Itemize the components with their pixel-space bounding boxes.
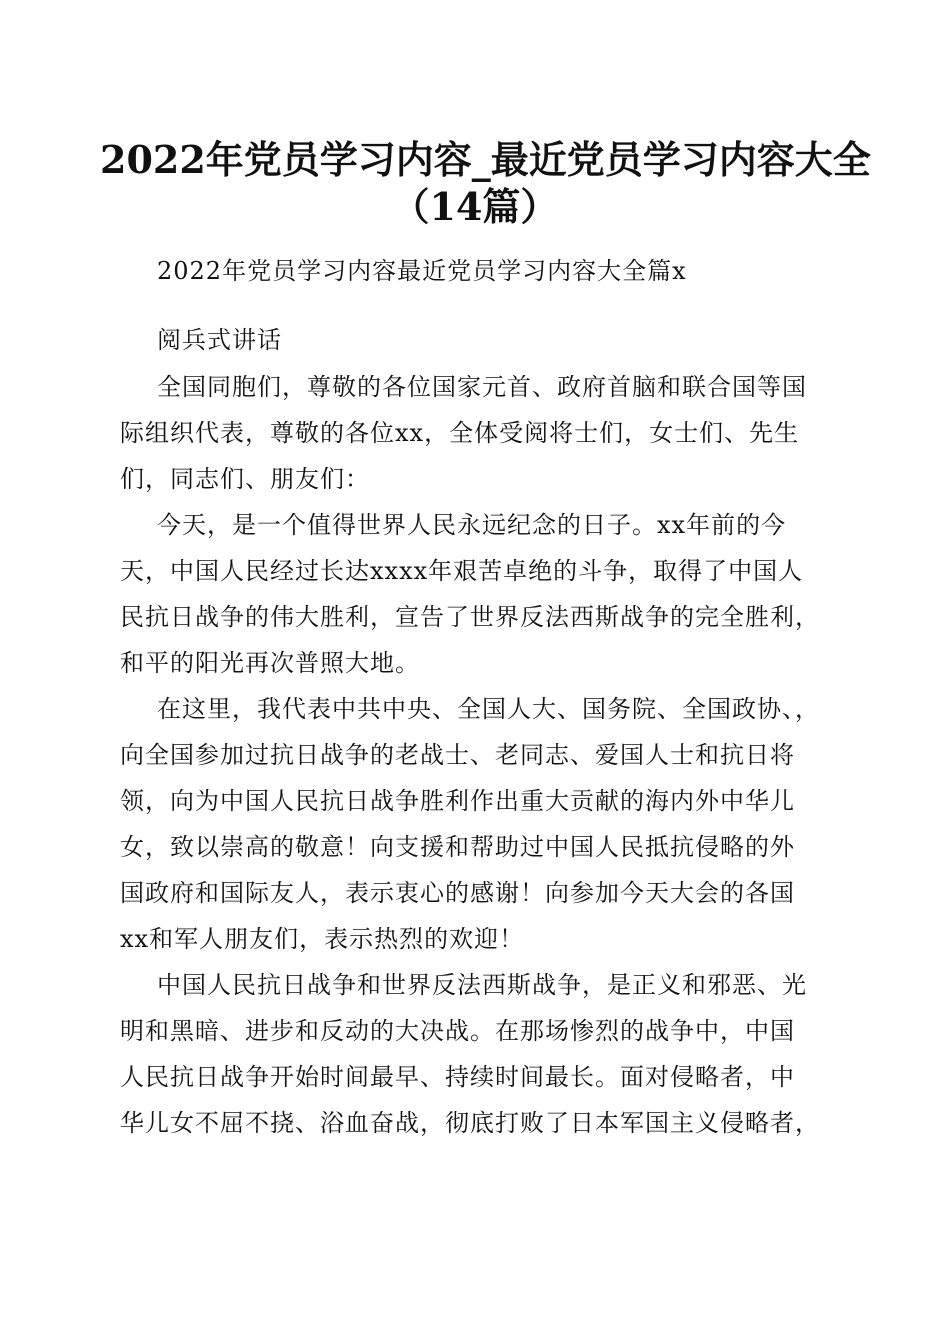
body-line: 民抗日战争的伟大胜利，宣告了世界反法西斯战争的完全胜利， (120, 603, 820, 631)
body-line: 华儿女不屈不挠、浴血奋战，彻底打败了日本军国主义侵略者， (120, 1109, 820, 1137)
speech-title: 阅兵式讲话 (157, 326, 282, 354)
body-line: 在这里，我代表中共中央、全国人大、国务院、全国政协、， (157, 695, 820, 723)
body-line: 全国同胞们，尊敬的各位国家元首、政府首脑和联合国等国 (157, 373, 807, 401)
body-line: 领，向为中国人民抗日战争胜利作出重大贡献的海内外中华儿 (120, 787, 795, 815)
body-line: 女，致以崇高的敬意！向支援和帮助过中国人民抵抗侵略的外 (120, 833, 795, 861)
section-heading: 2022年党员学习内容最近党员学习内容大全篇x (157, 257, 687, 285)
body-line: 中国人民抗日战争和世界反法西斯战争，是正义和邪恶、光 (157, 971, 807, 999)
body-line: 人民抗日战争开始时间最早、持续时间最长。面对侵略者，中 (120, 1063, 795, 1091)
body-line: 国政府和国际友人，表示衷心的感谢！向参加今天大会的各国 (120, 879, 795, 907)
body-line: 天，中国人民经过长达xxxx年艰苦卓绝的斗争，取得了中国人 (120, 557, 804, 585)
body-line: 今天，是一个值得世界人民永远纪念的日子。xx年前的今 (157, 511, 787, 539)
body-line: 明和黑暗、进步和反动的大决战。在那场惨烈的战争中，中国 (120, 1017, 795, 1045)
body-line: 们，同志们、朋友们： (120, 465, 370, 493)
document-title-line-2: （14篇） (391, 184, 559, 229)
body-line: 向全国参加过抗日战争的老战士、老同志、爱国人士和抗日将 (120, 741, 795, 769)
document-title-line-1: 2022年党员学习内容_最近党员学习内容大全 (100, 137, 871, 182)
body-line: xx和军人朋友们，表示热烈的欢迎！ (120, 925, 525, 953)
body-line: 和平的阳光再次普照大地。 (120, 649, 420, 677)
body-line: 际组织代表，尊敬的各位xx，全体受阅将士们，女士们、先生 (120, 419, 800, 447)
